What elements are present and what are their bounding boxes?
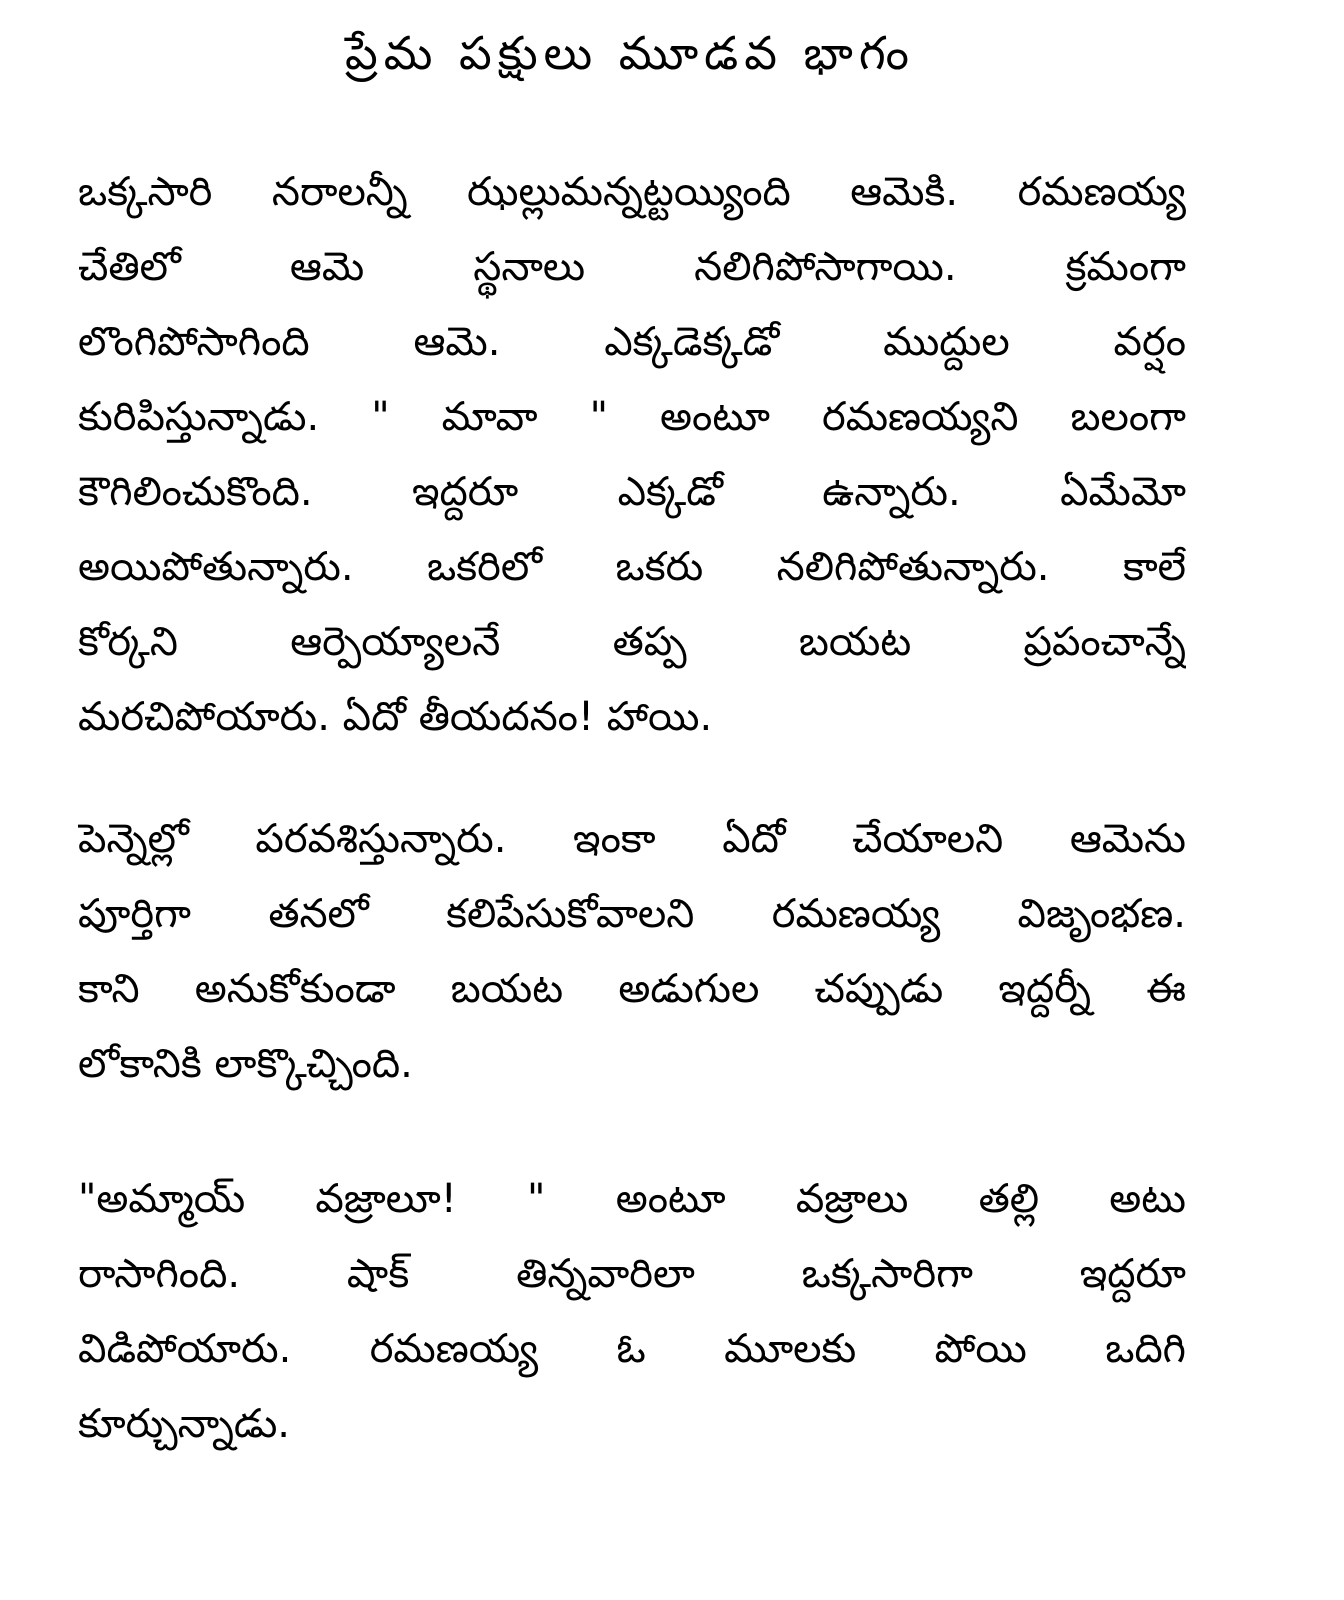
text-line: చేతిలో ఆమె స్థనాలు నలిగిపోసాగాయి. క్రమంగా bbox=[78, 244, 1186, 290]
text-line: లొంగిపోసాగింది ఆమె. ఎక్కడెక్కడో ముద్దుల వర్షం bbox=[78, 319, 1186, 365]
text-line: "అమ్మాయ్ వజ్రాలూ! " అంటూ వజ్రాలు తల్లి అటు bbox=[78, 1176, 1186, 1222]
text-line: కాని అనుకోకుండా బయట అడుగుల చప్పుడు ఇద్దర్నీ ఈ bbox=[78, 966, 1186, 1012]
text-line: అయిపోతున్నారు. ఒకరిలో ఒకరు నలిగిపోతున్నారు. కాలే bbox=[78, 544, 1186, 590]
paragraph-3 bbox=[78, 1162, 1186, 1462]
document-title: ప్రేమ పక్షులు మూడవ భాగం bbox=[345, 26, 915, 80]
text-line: కౌగిలించుకొంది. ఇద్దరూ ఎక్కడో ఉన్నారు. ఏమేమో bbox=[78, 469, 1186, 515]
paragraph-1 bbox=[78, 155, 1186, 755]
text-line: పెన్నెల్లో పరవశిస్తున్నారు. ఇంకా ఏదో చేయాలని ఆమెను bbox=[78, 816, 1186, 862]
text-line: కురిపిస్తున్నాడు. " మావా " అంటూ రమణయ్యని బలంగా bbox=[78, 394, 1186, 440]
paragraph-2 bbox=[78, 802, 1186, 1102]
text-line: ఒక్కసారి నరాలన్నీ ఝల్లుమన్నట్టయ్యింది ఆమెకి. రమణయ్య bbox=[78, 169, 1186, 215]
text-line: కూర్చున్నాడు. bbox=[78, 1401, 290, 1447]
text-line: లోకానికి లాక్కొచ్చింది. bbox=[78, 1041, 413, 1087]
text-line: కోర్కని ఆర్పెయ్యాలనే తప్ప బయట ప్రపంచాన్నే bbox=[78, 619, 1186, 665]
text-line: రాసాగింది. షాక్ తిన్నవారిలా ఒక్కసారిగా ఇద్దరూ bbox=[78, 1251, 1186, 1297]
text-line: మరచిపోయారు. ఏదో తీయదనం! హాయి. bbox=[78, 694, 713, 740]
text-line: పూర్తిగా తనలో కలిపేసుకోవాలని రమణయ్య విజృంభణ. bbox=[78, 891, 1186, 937]
text-line: విడిపోయారు. రమణయ్య ఓ మూలకు పోయి ఒదిగి bbox=[78, 1326, 1186, 1372]
